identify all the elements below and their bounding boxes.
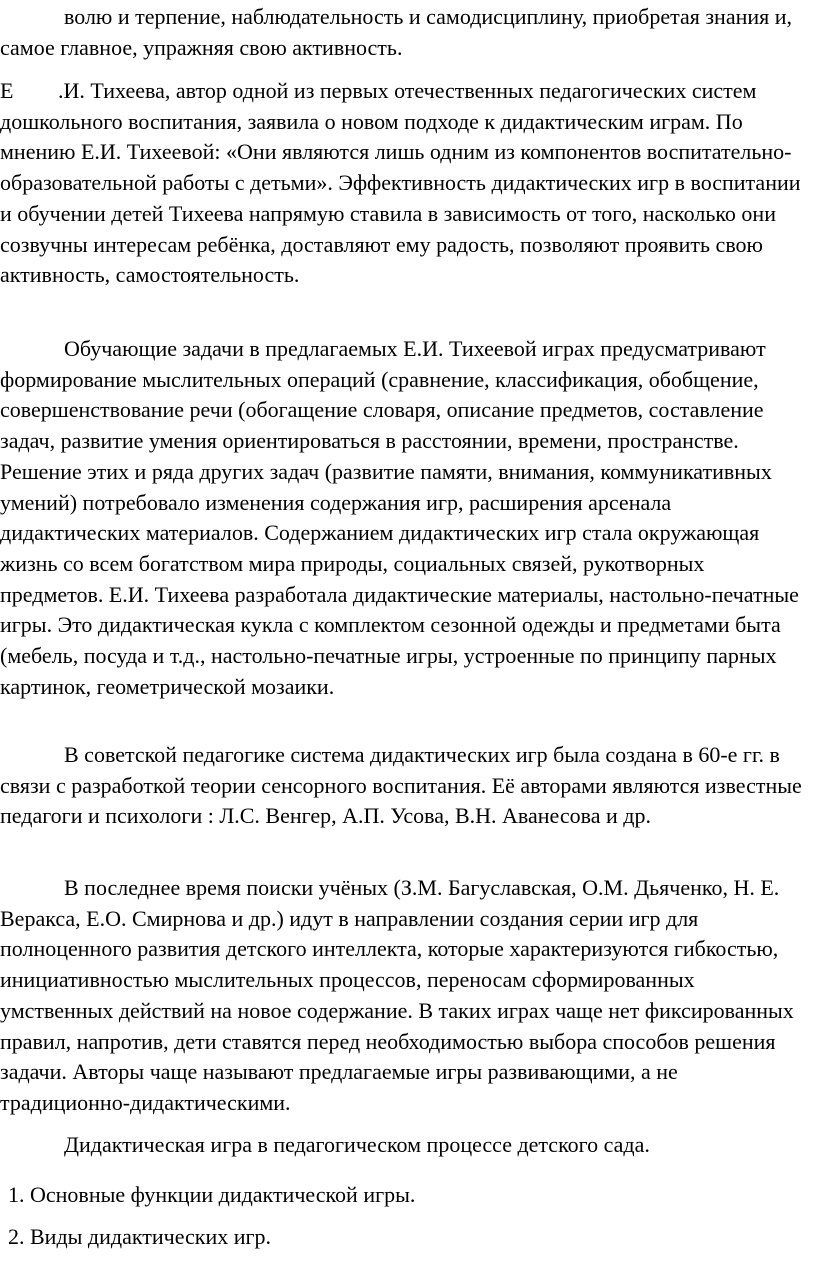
paragraph-recent-research: В последнее время поиски учёных (З.М. Багуславская, О.М. Дьяченко, Н. Е. Веракса, Е.О. Смирнова и др.) идут в направлении создания серии игр для полноценного развития детского интеллекта, которые характеризуются гибкостью, инициативностью мыслительных процессов, переносам сформированных умственных действий на новое содержание. В таких играх чаще нет фиксированных правил, напротив, дети ставятся перед необходимостью выбора способов решения задачи. Авторы чаще называют предлагаемые игры развивающими, а не традиционно-дидактическими. — [0, 875, 794, 1115]
paragraph-lead-letter: Е — [0, 78, 14, 103]
list-item: 2. Виды дидактических игр. — [8, 1224, 272, 1249]
section-heading: Дидактическая игра в педагогическом процессе детского сада. — [64, 1132, 650, 1157]
paragraph-continuation: волю и терпение, наблюдательность и самодисциплину, приобретая знания и, самое главное, упражняя свою активность. — [0, 4, 793, 60]
paragraph-tikheeva — [0, 76, 812, 291]
paragraph-learning-tasks: Обучающие задачи в предлагаемых Е.И. Тихеевой играх предусматривают формирование мыслительных операций (сравнение, классификация, обобщение, совершенствование речи (обогащение словаря, описание предметов, составление задач, развитие умения ориентироваться в расстоянии, времени, пространстве. Решение этих и ряда других задач (развитие памяти, внимания, коммуникативных умений) потребовало изменения содержания игр, расширения арсенала дидактических материалов. Содержанием дидактических игр стала окружающая жизнь со всем богатством мира природы, социальных связей, рукотворных предметов. Е.И. Тихеева разработала дидактические материалы, настольно-печатные игры. Это дидактическая кукла с комплектом сезонной одежды и предметами быта (мебель, посуда и т.д., настольно-печатные игры, устроенные по принципу парных картинок, геометрической мозаики. — [0, 336, 799, 699]
paragraph-tikheeva-text: .И. Тихеева, автор одной из первых отечественных педагогических систем дошкольного воспитания, заявила о новом подходе к дидактическим играм. По мнению Е.И. Тихеевой: «Они являются лишь одним из компонентов воспитательно-образовательной работы с детьми». Эффективность дидактических игр в воспитании и обучении детей Тихеева напрямую ставила в зависимость от того, насколько они созвучны интересам ребёнка, доставляют ему радость, позволяют проявить свою активность, самостоятельность. — [0, 78, 801, 288]
paragraph-soviet-pedagogy: В советской педагогике система дидактических игр была создана в 60-е гг. в связи с разработкой теории сенсорного воспитания. Её авторами являются известные педагоги и психологи : Л.С. Венгер, А.П. Усова, В.Н. Аванесова и др. — [0, 742, 802, 829]
list-item: 1. Основные функции дидактической игры. — [8, 1182, 416, 1207]
